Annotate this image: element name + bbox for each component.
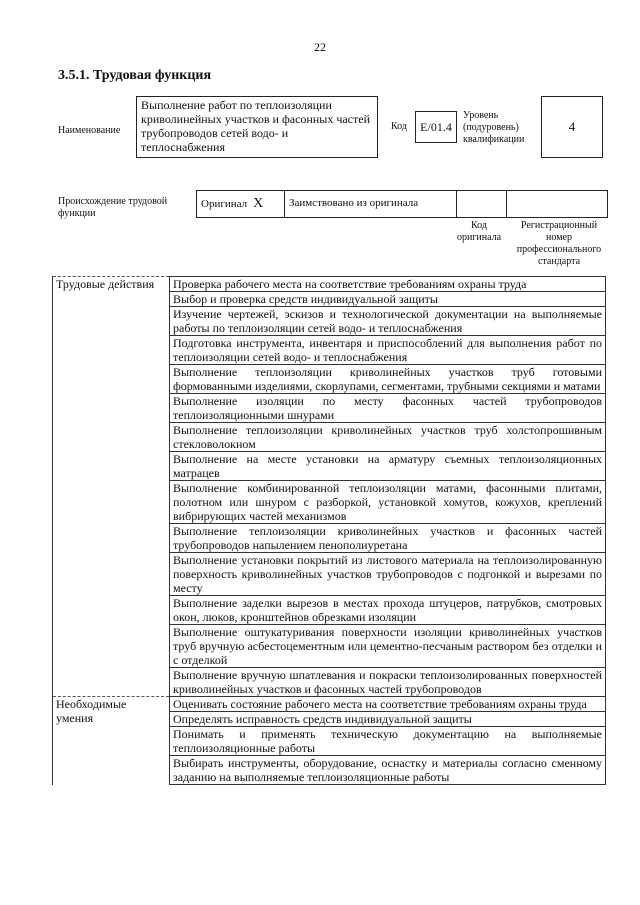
caption-line: стандарта <box>537 256 581 267</box>
labor-action-item: Проверка рабочего места на соответствие требованиям охраны труда <box>170 277 606 292</box>
code-label: Код <box>391 121 407 132</box>
name-label: Наименование <box>58 125 121 136</box>
skill-item: Определять исправность средств индивидуальной защиты <box>170 712 606 727</box>
skill-item: Понимать и применять техническую документацию на выполняемые теплоизоляционные работы <box>170 727 606 756</box>
labor-action-item: Выполнение заделки вырезов в местах прохода штуцеров, патрубков, смотровых окон, люков, кронштейнов обрезками изоляции <box>170 596 606 625</box>
skills-label: Необходимые умения <box>53 697 170 785</box>
qualification-level-label <box>463 110 524 146</box>
original-code-cell <box>457 191 507 217</box>
origin-label: Происхождение трудовой функции <box>58 196 168 219</box>
caption-line: Регистрационный <box>520 220 598 231</box>
level-label-line: (подуровень) <box>463 122 519 133</box>
registration-number-caption <box>510 220 608 268</box>
labor-action-item: Выполнение установки покрытий из листового материала на теплоизолированную поверхность криволинейных участков трубопроводов с подгонкой и вырезами по месту <box>170 553 606 596</box>
level-label-line: Уровень <box>463 110 499 121</box>
caption-line: профессионального <box>516 244 602 255</box>
original-code-caption <box>452 220 506 244</box>
caption-line: номер <box>546 232 572 243</box>
caption-line: оригинала <box>456 232 502 243</box>
table-row <box>53 697 606 712</box>
labor-action-item: Выполнение теплоизоляции криволинейных участков труб холстопрошивным стекловолокном <box>170 423 606 452</box>
labor-actions-label: Трудовые действия <box>53 277 170 697</box>
level-label-line: квалификации <box>463 134 525 145</box>
function-details-table <box>52 276 606 785</box>
original-mark: X <box>253 196 264 211</box>
skill-item: Выбирать инструменты, оборудование, оснастку и материалы согласно сменному заданию на выполняемые теплоизоляционные работы <box>170 756 606 785</box>
labor-action-item: Выбор и проверка средств индивидуальной защиты <box>170 292 606 307</box>
labor-action-item: Выполнение на месте установки на арматуру съемных теплоизоляционных матрацев <box>170 452 606 481</box>
table-row <box>53 277 606 292</box>
labor-action-item: Выполнение теплоизоляции криволинейных участков и фасонных частей трубопроводов напылением пенополиуретана <box>170 524 606 553</box>
function-code-box: E/01.4 <box>415 111 457 143</box>
labor-action-item: Выполнение оштукатуривания поверхности изоляции криволинейных участков труб вручную асбестоцементным или цементно-песчаным раствором без отделки и с отделкой <box>170 625 606 668</box>
origin-row <box>196 190 608 218</box>
caption-line: Код <box>471 220 487 231</box>
labor-action-item: Выполнение комбинированной теплоизоляции матами, фасонными плитами, полотном или шнуром с разборкой, установкой хомутов, кожухов, креплений вибрирующих частей механизмов <box>170 481 606 524</box>
page-number: 22 <box>314 40 326 54</box>
labor-action-item: Выполнение теплоизоляции криволинейных участков труб готовыми формованными изделиями, скорлупами, сегментами, трубными секциями и матами <box>170 365 606 394</box>
labor-action-item: Выполнение изоляции по месту фасонных частей трубопроводов теплоизоляционными шнурами <box>170 394 606 423</box>
function-name-box: Выполнение работ по теплоизоляции криволинейных участков и фасонных частей трубопроводов сетей водо- и теплоснабжения <box>136 96 378 158</box>
original-label: Оригинал <box>201 198 248 210</box>
section-title: 3.5.1. Трудовая функция <box>58 68 212 83</box>
registration-number-cell <box>507 191 607 217</box>
labor-action-item: Изучение чертежей, эскизов и технологической документации на выполняемые работы по теплоизоляции сетей водо- и теплоснабжения <box>170 307 606 336</box>
original-cell <box>197 191 285 217</box>
borrowed-cell: Заимствовано из оригинала <box>285 191 457 217</box>
labor-action-item: Выполнение вручную шпатлевания и покраски теплоизолированных поверхностей криволинейных участков и фасонных частей трубопроводов <box>170 668 606 697</box>
qualification-level-box: 4 <box>541 96 603 158</box>
skill-item: Оценивать состояние рабочего места на соответствие требованиям охраны труда <box>170 697 606 712</box>
labor-action-item: Подготовка инструмента, инвентаря и приспособлений для выполнения работ по теплоизоляции сетей водо- и теплоснабжения <box>170 336 606 365</box>
